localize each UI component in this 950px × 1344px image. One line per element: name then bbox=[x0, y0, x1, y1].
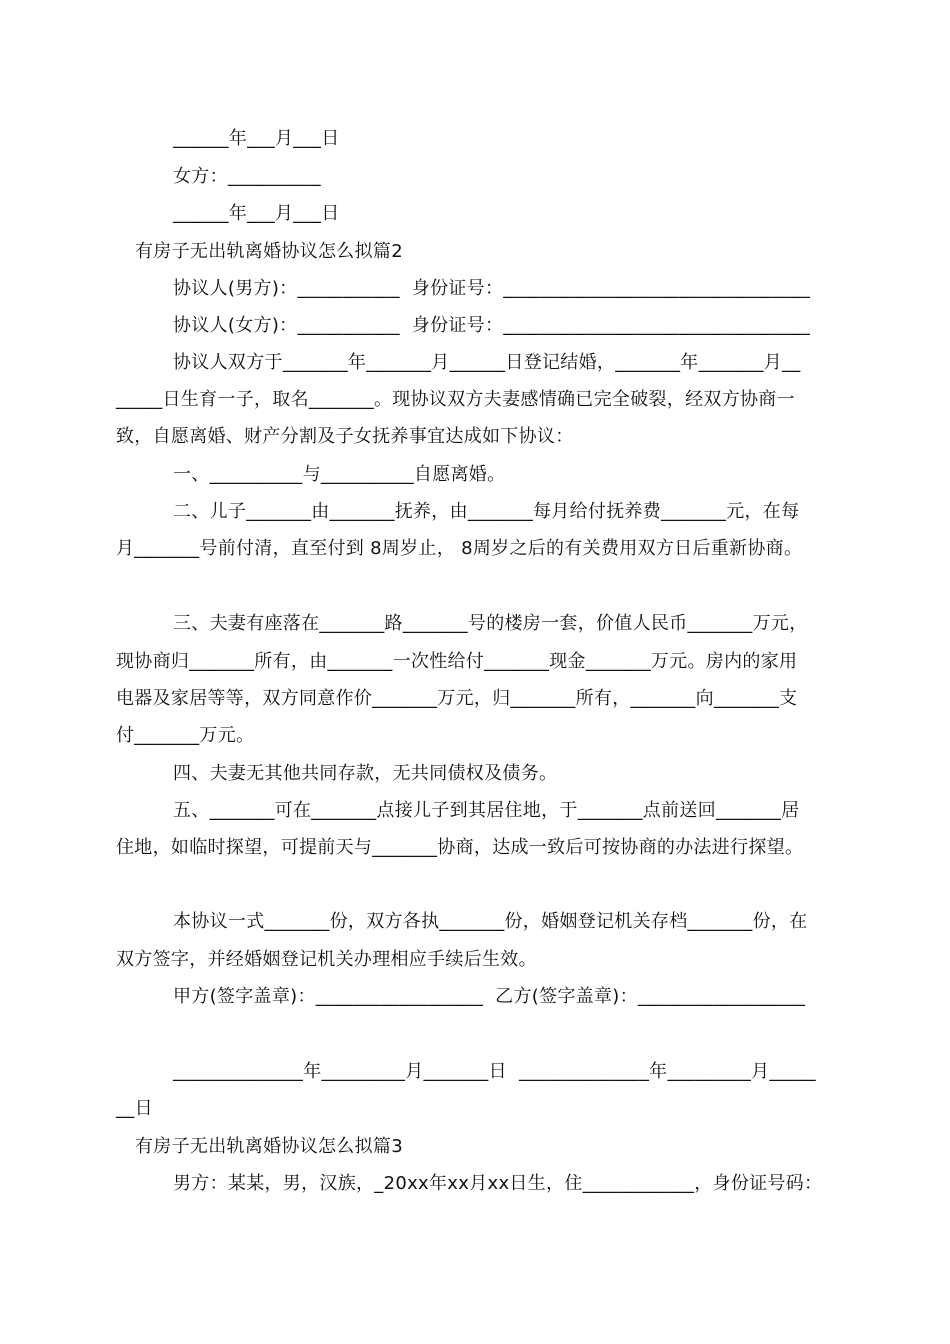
date-line: ______年___月___日 bbox=[173, 203, 340, 224]
female-party-line: 女方：__________ bbox=[173, 166, 321, 187]
paragraph-line: 付_______万元。 bbox=[116, 725, 255, 746]
paragraph-line: 电器及家居等等，双方同意作价_______万元，归_______所有，_______向_______支 bbox=[116, 688, 798, 709]
section-heading: 有房子无出轨离婚协议怎么拟篇3 bbox=[135, 1136, 403, 1157]
party-female-line: 协议人(女方)：___________ 身份证号：_________________________________ bbox=[173, 315, 811, 336]
paragraph-line: 月_______号前付清，直至付到 8周岁止， 8周岁之后的有关费用双方日后重新协商。 bbox=[116, 538, 803, 559]
closing-paragraph: 本协议一式_______份，双方各执_______份，婚姻登记机关存档_______份，在 bbox=[173, 911, 808, 932]
male-party-line: 男方：某某，男，汉族，_20xx年xx月xx日生，住____________，身份证号码： bbox=[173, 1173, 823, 1194]
date-line: ______年___月___日 bbox=[173, 128, 340, 149]
paragraph-line: 住地，如临时探望，可提前天与_______协商，达成一致后可按协商的办法进行探望。 bbox=[116, 837, 804, 858]
clause-four: 四、夫妻无其他共同存款，无共同债权及债务。 bbox=[173, 763, 558, 784]
signature-line: 甲方(签字盖章)：__________________ 乙方(签字盖章)：__________________ bbox=[173, 986, 806, 1007]
signature-date-line: ______________年_________月_______日 ______________年_________月_____ bbox=[173, 1061, 816, 1082]
signature-date-continued: __日 bbox=[116, 1098, 153, 1119]
paragraph-line: _____日生育一子，取名_______。现协议双方夫妻感情确已完全破裂，经双方协商一 bbox=[116, 389, 795, 410]
clause-two: 二、儿子_______由_______抚养，由_______每月给付抚养费_______元，在每 bbox=[173, 501, 800, 522]
paragraph-line: 双方签字，并经婚姻登记机关办理相应手续后生效。 bbox=[116, 949, 537, 970]
paragraph-line: 现协商归_______所有，由_______一次性给付_______现金_______万元。房内的家用 bbox=[116, 651, 798, 672]
clause-five: 五、_______可在_______点接儿子到其居住地，于_______点前送回_______居 bbox=[173, 800, 800, 821]
party-male-line: 协议人(男方)：___________ 身份证号：_________________________________ bbox=[173, 278, 811, 299]
paragraph-line: 致，自愿离婚、财产分割及子女抚养事宜达成如下协议： bbox=[116, 426, 574, 447]
clause-three: 三、夫妻有座落在_______路_______号的楼房一套，价值人民币_______万元， bbox=[173, 613, 808, 634]
clause-one: 一、__________与__________自愿离婚。 bbox=[173, 464, 506, 485]
paragraph-line: 协议人双方于_______年_______月______日登记结婚，_______年_______月__ bbox=[173, 352, 801, 373]
section-heading: 有房子无出轨离婚协议怎么拟篇2 bbox=[135, 241, 403, 262]
